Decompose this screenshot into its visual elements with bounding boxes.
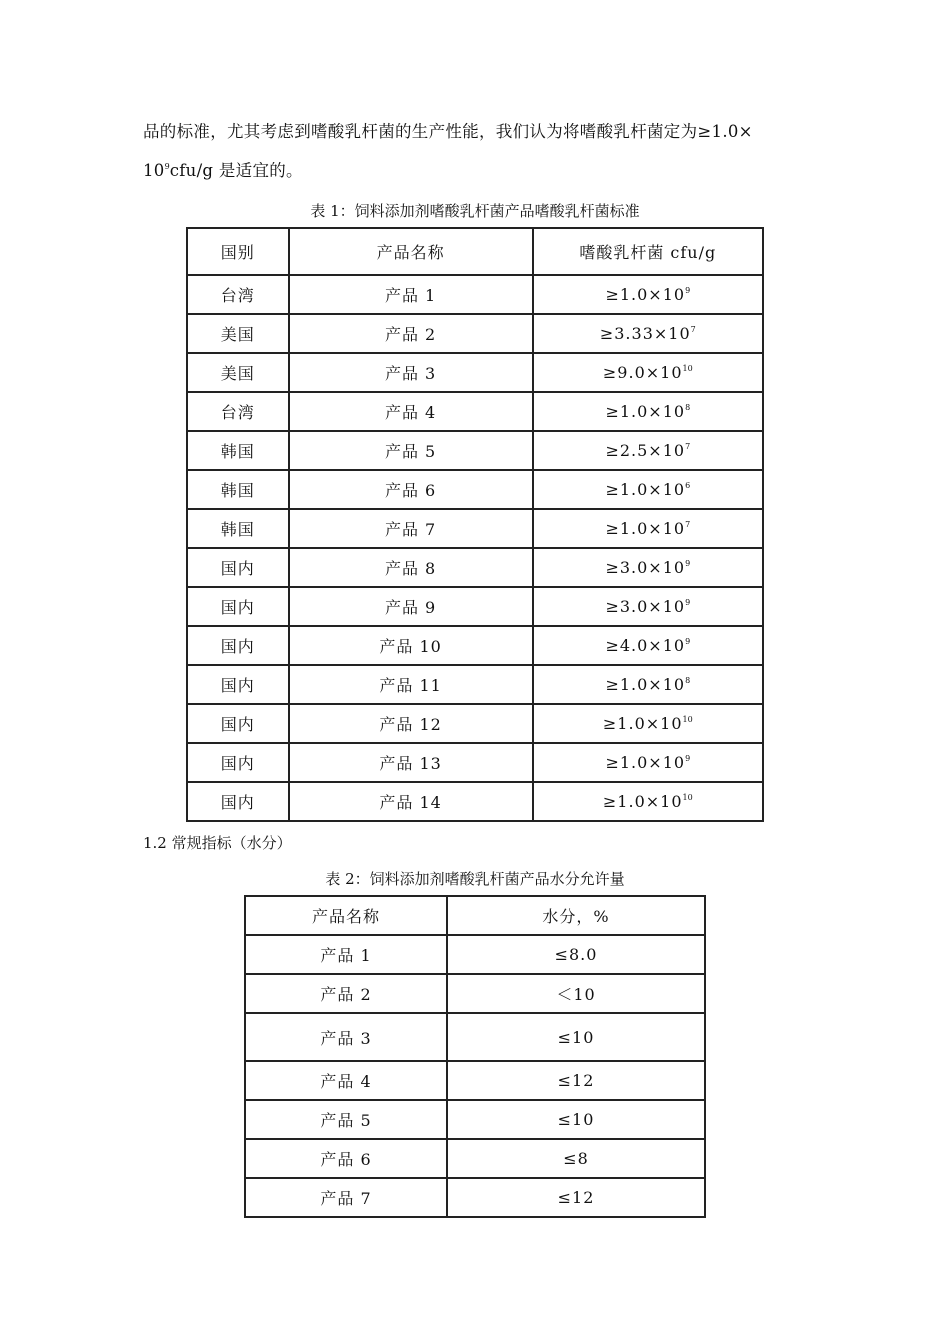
product-cell: 产品 8: [289, 548, 533, 587]
country-cell: 国内: [187, 665, 289, 704]
product-cell: 产品 6: [289, 470, 533, 509]
table-row: [187, 626, 763, 665]
country-cell: 韩国: [187, 431, 289, 470]
table2-header-product: 产品名称: [245, 896, 447, 935]
country-cell: 国内: [187, 548, 289, 587]
value-cell: $\ge 3.0\times 10^9$: [533, 548, 763, 587]
table1-header-row: [187, 228, 763, 275]
moisture-cell: ≤12: [447, 1061, 705, 1100]
table1-body: [187, 228, 763, 821]
product-cell: 产品 2: [289, 314, 533, 353]
table1-header-country: 国别: [187, 228, 289, 275]
table-row: [245, 1100, 705, 1139]
moisture-cell: ≤12: [447, 1178, 705, 1217]
product-cell: 产品 5: [289, 431, 533, 470]
product-cell: 产品 3: [245, 1013, 447, 1061]
value-cell: $\ge 9.0\times 10^{10}$: [533, 353, 763, 392]
value-cell: $\ge 1.0\times 10^8$: [533, 665, 763, 704]
table-row: [187, 392, 763, 431]
value-cell: $\ge 3.0\times 10^9$: [533, 587, 763, 626]
table-row: [245, 1178, 705, 1217]
table-row: [187, 275, 763, 314]
moisture-cell: ≤10: [447, 1013, 705, 1061]
table2-header-row: [245, 896, 705, 935]
product-cell: 产品 2: [245, 974, 447, 1013]
moisture-table: [244, 895, 706, 1218]
country-cell: 台湾: [187, 275, 289, 314]
value-cell: $\ge 1.0\times 10^9$: [533, 743, 763, 782]
table-row: [187, 470, 763, 509]
table-row: [187, 548, 763, 587]
product-cell: 产品 5: [245, 1100, 447, 1139]
product-cell: 产品 4: [245, 1061, 447, 1100]
value-cell: $\ge 1.0\times 10^{10}$: [533, 704, 763, 743]
table-row: [245, 974, 705, 1013]
country-cell: 美国: [187, 353, 289, 392]
country-cell: 国内: [187, 704, 289, 743]
table1-header-product: 产品名称: [289, 228, 533, 275]
value-cell: $\ge 1.0\times 10^8$: [533, 392, 763, 431]
table-row: [187, 587, 763, 626]
table-row: [245, 935, 705, 974]
moisture-cell: ≤10: [447, 1100, 705, 1139]
table2-header-value: 水分，%: [447, 896, 705, 935]
country-cell: 国内: [187, 587, 289, 626]
table-row: [187, 704, 763, 743]
table2-body: [245, 896, 705, 1217]
product-cell: 产品 1: [289, 275, 533, 314]
product-cell: 产品 4: [289, 392, 533, 431]
product-cell: 产品 9: [289, 587, 533, 626]
table-row: [245, 1061, 705, 1100]
table-row: [187, 743, 763, 782]
value-cell: $\ge 1.0\times 10^6$: [533, 470, 763, 509]
country-cell: 美国: [187, 314, 289, 353]
product-cell: 产品 11: [289, 665, 533, 704]
country-cell: 国内: [187, 626, 289, 665]
product-cell: 产品 7: [289, 509, 533, 548]
section-heading: 1.2 常规指标（水分）: [143, 834, 292, 852]
table-row: [187, 509, 763, 548]
table-row: [187, 782, 763, 821]
intro-line-2-base: 10: [143, 161, 165, 180]
country-cell: 台湾: [187, 392, 289, 431]
intro-line-2-exponent: 9: [164, 162, 170, 171]
product-cell: 产品 10: [289, 626, 533, 665]
value-cell: $\ge 1.0\times 10^{10}$: [533, 782, 763, 821]
value-cell: $\ge 1.0\times 10^9$: [533, 275, 763, 314]
bacteria-standard-table: [186, 227, 764, 822]
country-cell: 国内: [187, 782, 289, 821]
country-cell: 国内: [187, 743, 289, 782]
product-cell: 产品 1: [245, 935, 447, 974]
product-cell: 产品 12: [289, 704, 533, 743]
value-cell: $\ge 4.0\times 10^9$: [533, 626, 763, 665]
table1-caption: 表 1：饲料添加剂嗜酸乳杆菌产品嗜酸乳杆菌标准: [310, 202, 640, 220]
value-cell: $\ge 3.33\times 10^7$: [533, 314, 763, 353]
intro-line-2-rest: cfu/g 是适宜的。: [169, 161, 303, 180]
intro-line-2: [143, 163, 303, 180]
table-row: [187, 665, 763, 704]
country-cell: 韩国: [187, 509, 289, 548]
product-cell: 产品 7: [245, 1178, 447, 1217]
product-cell: 产品 3: [289, 353, 533, 392]
moisture-cell: ＜10: [447, 974, 705, 1013]
moisture-cell: ≤8: [447, 1139, 705, 1178]
product-cell: 产品 13: [289, 743, 533, 782]
intro-line-1: 品的标准，尤其考虑到嗜酸乳杆菌的生产性能，我们认为将嗜酸乳杆菌定为≥1.0×: [143, 122, 753, 141]
table2-caption: 表 2：饲料添加剂嗜酸乳杆菌产品水分允许量: [325, 870, 625, 888]
table-row: [245, 1013, 705, 1061]
table-row: [187, 314, 763, 353]
table-row: [245, 1139, 705, 1178]
table-row: [187, 431, 763, 470]
table1-header-value: 嗜酸乳杆菌 cfu/g: [533, 228, 763, 275]
country-cell: 韩国: [187, 470, 289, 509]
table-row: [187, 353, 763, 392]
product-cell: 产品 14: [289, 782, 533, 821]
value-cell: $\ge 1.0\times 10^7$: [533, 509, 763, 548]
product-cell: 产品 6: [245, 1139, 447, 1178]
moisture-cell: ≤8.0: [447, 935, 705, 974]
value-cell: $\ge 2.5\times 10^7$: [533, 431, 763, 470]
